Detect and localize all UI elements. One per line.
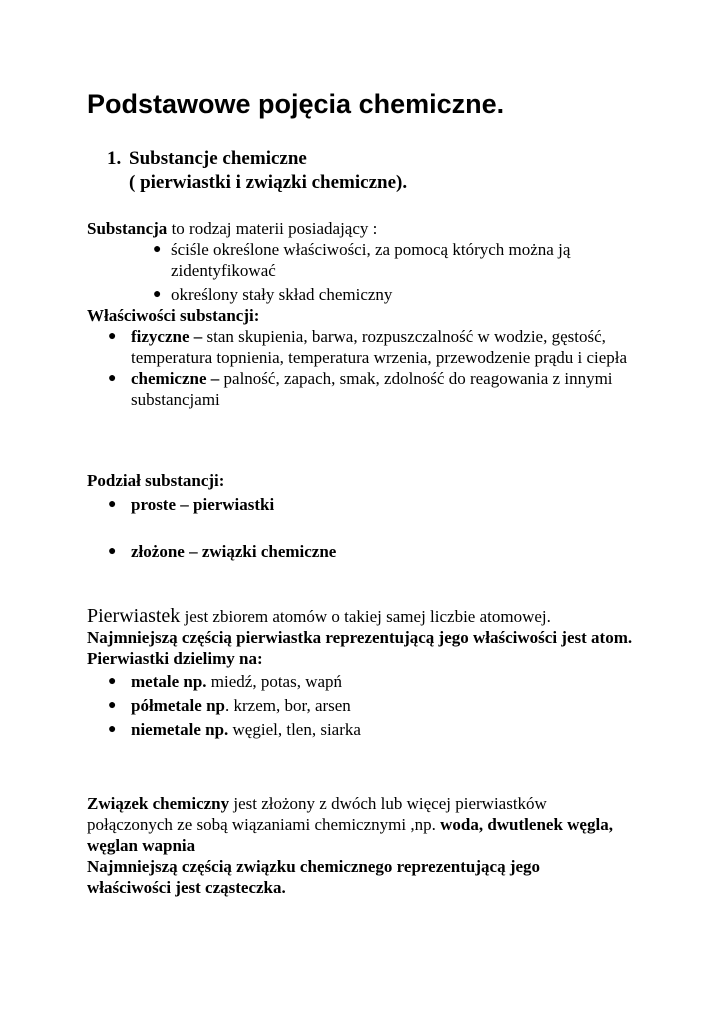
section-title-line2: ( pierwiastki i związki chemiczne). bbox=[129, 172, 408, 193]
compound-examples: woda, dwutlenek węgla, węglan wapnia bbox=[87, 815, 613, 855]
list-item: ● złożone – związki chemiczne bbox=[108, 542, 337, 561]
bullet-icon: ● bbox=[108, 674, 117, 689]
substance-definition bbox=[87, 218, 647, 410]
bullet-icon: ● bbox=[108, 329, 117, 344]
list-item: ● ściśle określone właściwości, za pomocą których można ją zidentyfikować bbox=[153, 240, 571, 280]
section-number: 1. bbox=[107, 148, 122, 169]
element-term: Pierwiastek bbox=[87, 605, 181, 627]
list-item: ● chemiczne – palność, zapach, smak, zdolność do reagowania z innymi substancjami bbox=[108, 369, 613, 409]
substance-term: Substancja bbox=[87, 219, 168, 238]
bullet-icon: ● bbox=[108, 698, 117, 713]
list-item: ● proste – pierwiastki bbox=[108, 495, 275, 514]
bullet-icon: ● bbox=[108, 544, 117, 559]
section-heading bbox=[107, 147, 407, 195]
page-title: Podstawowe pojęcia chemiczne. bbox=[87, 89, 505, 119]
substance-division-item bbox=[87, 541, 336, 562]
list-item: ● fizyczne – stan skupienia, barwa, rozpuszczalność w wodzie, gęstość, temperatura topnienia, temperatura wrzenia, przewodzenie prądu i ciepła bbox=[108, 327, 628, 367]
bullet-icon: ● bbox=[108, 371, 117, 386]
element-definition: jest zbiorem atomów o takiej samej liczbie atomowej. bbox=[180, 607, 551, 626]
bullet-icon: ● bbox=[108, 722, 117, 737]
list-item: ● metale np. miedź, potas, wapń bbox=[108, 672, 343, 691]
element-smallest-part: Najmniejszą częścią pierwiastka reprezentującą jego właściwości jest atom. bbox=[87, 628, 633, 647]
list-item: ● określony stały skład chemiczny bbox=[153, 285, 393, 304]
section-title-line1: Substancje chemiczne bbox=[129, 148, 307, 169]
bullet-icon: ● bbox=[153, 242, 162, 257]
element-section bbox=[87, 606, 647, 740]
substance-division-heading: Podział substancji: bbox=[87, 471, 225, 490]
properties-list bbox=[87, 326, 647, 410]
properties-heading: Właściwości substancji: bbox=[87, 306, 260, 325]
bullet-icon: ● bbox=[108, 497, 117, 512]
bullet-icon: ● bbox=[153, 287, 162, 302]
substance-definition-text: to rodzaj materii posiadający : bbox=[167, 219, 378, 238]
element-types-list bbox=[87, 671, 647, 740]
list-item: ● niemetale np. węgiel, tlen, siarka bbox=[108, 720, 361, 739]
compound-definition: Związek chemiczny jest złożony z dwóch lub więcej pierwiastków połączonych ze sobą wiązaniami chemicznymi ,np. woda, dwutlenek węgla, węglan wapnia bbox=[87, 794, 613, 855]
element-division-heading: Pierwiastki dzielimy na: bbox=[87, 649, 263, 668]
list-item: ● półmetale np. krzem, bor, arsen bbox=[108, 696, 351, 715]
compound-term: Związek chemiczny bbox=[87, 794, 230, 813]
compound-smallest-part: Najmniejszą częścią związku chemicznego reprezentującą jego właściwości jest cząsteczka. bbox=[87, 857, 541, 897]
substance-properties-list bbox=[87, 239, 647, 305]
substance-division-item bbox=[87, 494, 274, 515]
compound-section bbox=[87, 793, 627, 898]
